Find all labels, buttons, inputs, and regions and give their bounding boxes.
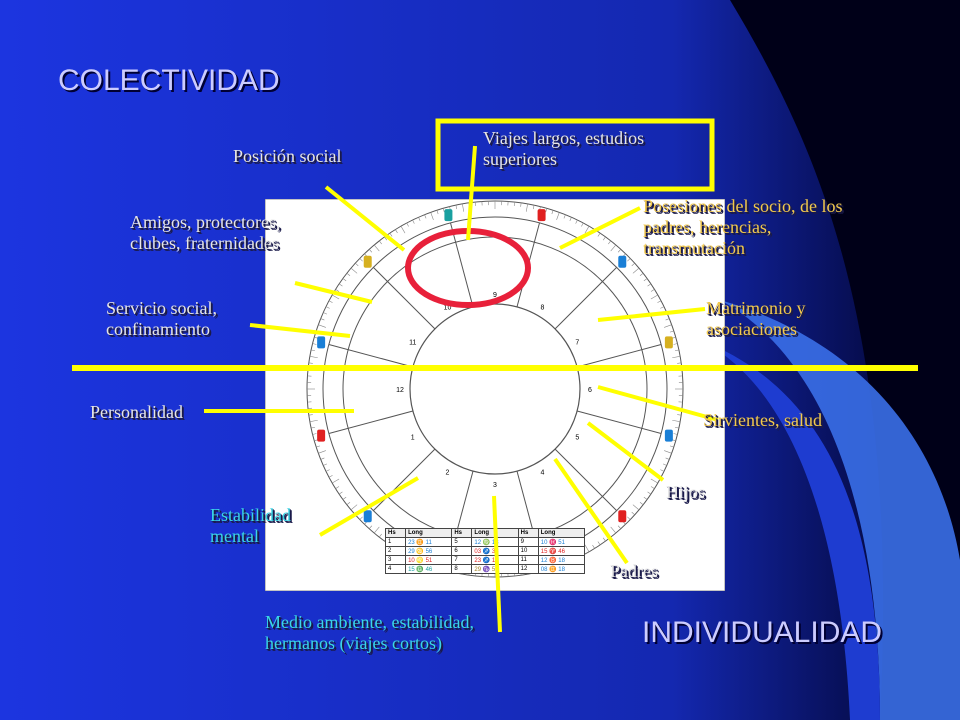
house-number: 2 <box>445 469 450 477</box>
house-number: 3 <box>493 482 497 489</box>
table-cell: 6 <box>452 547 472 556</box>
table-cell: 3 <box>386 556 406 565</box>
zodiac-sign-glyph <box>618 510 626 522</box>
house-number: 12 <box>396 387 404 394</box>
house-cusps-table <box>385 528 585 574</box>
zodiac-sign-glyph <box>317 430 325 442</box>
table-cell: 08 ♊ 18 <box>538 565 584 574</box>
table-header: Long <box>406 529 452 538</box>
zodiac-sign-glyph <box>665 336 673 348</box>
table-cell: 15 ♎ 46 <box>406 565 452 574</box>
table-row <box>386 538 585 547</box>
label-medio: Medio ambiente, estabilidad, hermanos (viajes cortos) <box>265 612 474 653</box>
table-row <box>386 565 585 574</box>
table-cell: 4 <box>386 565 406 574</box>
table-row <box>386 547 585 556</box>
label-viajes: Viajes largos, estudios superiores <box>483 128 645 169</box>
zodiac-sign-glyph <box>444 209 452 221</box>
label-sirvientes: Sirvientes, salud <box>703 410 822 430</box>
table-cell: 12 ♉ 18 <box>538 556 584 565</box>
table-cell: 23 ♊ 11 <box>406 538 452 547</box>
inner-circle <box>410 304 580 477</box>
zodiac-sign-glyph <box>364 510 372 522</box>
label-padres: Padres <box>610 561 658 581</box>
table-cell: 10 <box>518 547 538 556</box>
label-posesiones: Posesiones del socio, de los padres, herencias, transmutación <box>643 196 843 258</box>
label-amigos: Amigos, protectores, clubes, fraternidades <box>130 212 281 253</box>
table-cell: 11 <box>518 556 538 565</box>
table-cell: 2 <box>386 547 406 556</box>
table-cell: 29 ♋ 56 <box>406 547 452 556</box>
table-header: Hs <box>386 529 406 538</box>
zodiac-sign-glyph <box>317 336 325 348</box>
title-individualidad: INDIVIDUALIDAD <box>642 616 883 649</box>
title-colectividad: COLECTIVIDAD <box>58 64 280 97</box>
house-number: 7 <box>575 339 580 347</box>
zodiac-sign-glyph <box>618 256 626 268</box>
zodiac-sign-glyph <box>538 209 546 221</box>
table-cell: 03 ♐ 38 <box>472 547 518 556</box>
house-number: 6 <box>588 387 592 394</box>
house-number: 5 <box>575 434 580 442</box>
table-cell: 8 <box>452 565 472 574</box>
house-number: 4 <box>540 469 545 477</box>
label-hijos: Hijos <box>666 482 706 502</box>
table-cell: 5 <box>452 538 472 547</box>
house-number: 1 <box>410 434 415 442</box>
label-estabilidad: Estabilidad mental <box>210 505 291 546</box>
table-cell: 15 ♈ 46 <box>538 547 584 556</box>
table-header: Hs <box>518 529 538 538</box>
label-servicio: Servicio social, confinamiento <box>106 298 217 339</box>
table-header: Hs <box>452 529 472 538</box>
zodiac-sign-glyph <box>364 256 372 268</box>
table-cell: 12 <box>518 565 538 574</box>
house-number: 11 <box>409 339 417 347</box>
table-cell: 12 ♍ 18 <box>472 538 518 547</box>
table-header-row <box>386 529 585 538</box>
label-posicion-social: Posición social <box>233 146 342 166</box>
table-cell: 10 ♓ 51 <box>538 538 584 547</box>
table-cell: 10 ♌ 51 <box>406 556 452 565</box>
label-matrimonio: Matrimonio y asociaciones <box>706 298 806 339</box>
zodiac-sign-glyph <box>665 430 673 442</box>
house-number: 8 <box>540 304 545 312</box>
table-cell: 7 <box>452 556 472 565</box>
table-header: Long <box>472 529 518 538</box>
table-cell: 23 ♐ 11 <box>472 556 518 565</box>
table-header: Long <box>538 529 584 538</box>
table-cell: 29 ♑ 56 <box>472 565 518 574</box>
table-row <box>386 556 585 565</box>
label-personalidad: Personalidad <box>90 402 183 422</box>
table-cell: 9 <box>518 538 538 547</box>
house-number: 9 <box>493 292 497 299</box>
table-cell: 1 <box>386 538 406 547</box>
house-number: 10 <box>443 304 452 312</box>
